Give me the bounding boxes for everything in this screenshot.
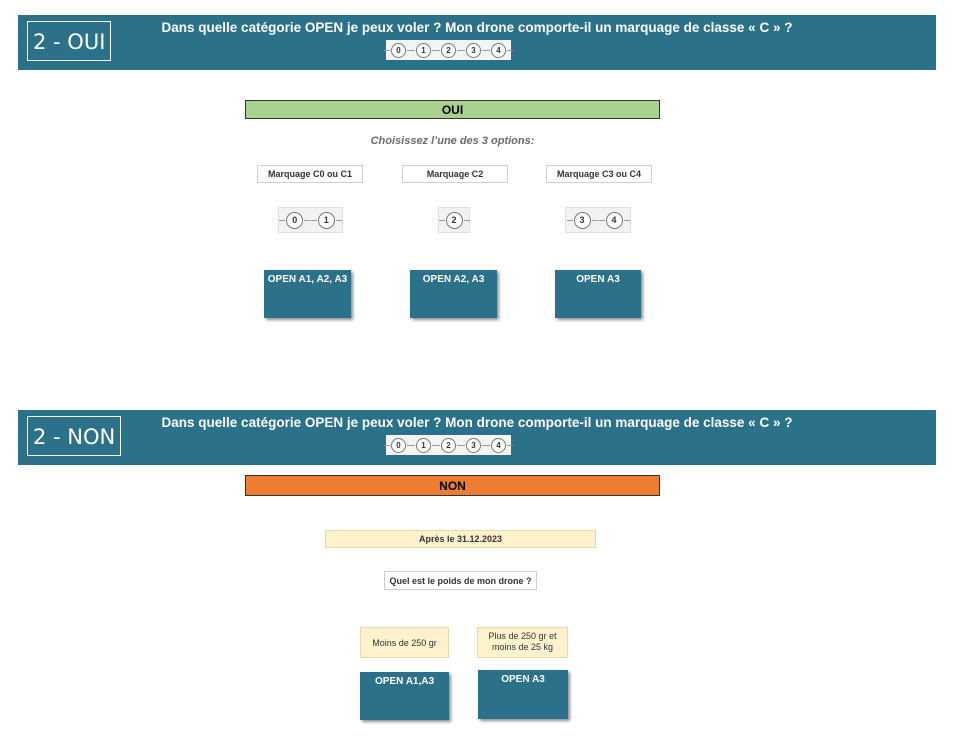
banner-title-oui: Dans quelle catégorie OPEN je peux voler ? Mon drone comporte-il un marquage de classe « C » ? bbox=[161, 20, 793, 35]
result-open-a3-non: OPEN A3 bbox=[478, 670, 568, 719]
section-badge-non: 2 - NON bbox=[27, 416, 121, 456]
class-c0-icon: 0 bbox=[391, 438, 406, 453]
class-c3-icon: 3 bbox=[466, 43, 481, 58]
class-c3-icon: 3 bbox=[466, 438, 481, 453]
class-c4-icon: 4 bbox=[606, 212, 623, 229]
choose-option-prompt: Choisissez l’une des 3 options: bbox=[370, 135, 535, 147]
option-under-250g[interactable]: Moins de 250 gr bbox=[360, 627, 449, 658]
option-c0-c1[interactable]: Marquage C0 ou C1 bbox=[257, 165, 363, 183]
class-c4-icon: 4 bbox=[491, 438, 506, 453]
c2-icons bbox=[438, 207, 470, 233]
result-open-a3: OPEN A3 bbox=[555, 270, 641, 318]
answer-oui-bar: OUI bbox=[245, 100, 660, 119]
section-badge-oui: 2 - OUI bbox=[27, 21, 111, 61]
class-badges-row-non bbox=[386, 435, 511, 455]
answer-non-bar: NON bbox=[245, 475, 660, 496]
class-c2-icon: 2 bbox=[441, 43, 456, 58]
class-c1-icon: 1 bbox=[318, 212, 335, 229]
class-c0-icon: 0 bbox=[391, 43, 406, 58]
c3-c4-icons bbox=[565, 207, 631, 233]
class-c4-icon: 4 bbox=[491, 43, 506, 58]
option-250g-to-25kg[interactable] bbox=[477, 627, 568, 658]
weight-question: Quel est le poids de mon drone ? bbox=[384, 571, 537, 590]
banner-oui bbox=[18, 15, 936, 70]
c0-c1-icons bbox=[278, 207, 343, 233]
option-c3-c4[interactable]: Marquage C3 ou C4 bbox=[546, 165, 652, 183]
option-c2[interactable]: Marquage C2 bbox=[402, 165, 508, 183]
class-c1-icon: 1 bbox=[416, 43, 431, 58]
option-label-line2: moins de 25 kg bbox=[491, 642, 554, 652]
result-open-a2-a3: OPEN A2, A3 bbox=[410, 270, 497, 318]
class-c2-icon: 2 bbox=[446, 212, 463, 229]
result-open-a1-a3: OPEN A1,A3 bbox=[360, 672, 449, 720]
class-badges-row-oui bbox=[386, 40, 511, 60]
option-label-line1: Plus de 250 gr et bbox=[488, 631, 557, 641]
class-c0-icon: 0 bbox=[286, 212, 303, 229]
banner-non bbox=[18, 410, 936, 465]
class-c3-icon: 3 bbox=[574, 212, 591, 229]
result-open-a1-a2-a3: OPEN A1, A2, A3 bbox=[264, 270, 351, 318]
banner-title-non: Dans quelle catégorie OPEN je peux voler ? Mon drone comporte-il un marquage de classe « C » ? bbox=[161, 415, 793, 430]
class-c2-icon: 2 bbox=[441, 438, 456, 453]
date-label: Après le 31.12.2023 bbox=[325, 530, 596, 548]
class-c1-icon: 1 bbox=[416, 438, 431, 453]
